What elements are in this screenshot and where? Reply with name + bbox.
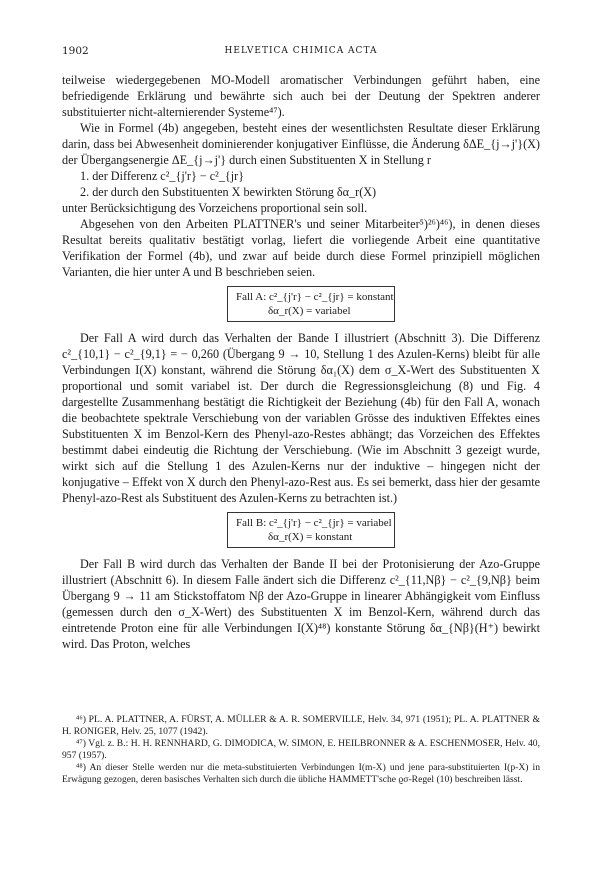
- paragraph-3: unter Berücksichtigung des Vorzeichens proportional sein soll.: [62, 201, 368, 215]
- page-number: 1902: [62, 45, 89, 57]
- case-a-box: [227, 286, 395, 322]
- running-header: [62, 45, 540, 59]
- paragraph-2: Wie in Formel (4b) angegeben, besteht eines der wesentlichsten Resultate dieser Erklärung darin, dass bei Abwesenheit dominierender konjugativer Einflüsse, die Änderung δΔE_{j→j'}(X) der Übergangsenergie ΔE_{j→j'} durch einen Substituenten X in Stellung r: [62, 121, 540, 167]
- footnote-48: ⁴⁸) An dieser Stelle werden nur die meta-substituierten Verbindungen I(m-X) und jene para-substituierten I(p-X) in Erwägung gezogen, deren basisches Verhalten sich durch die übliche HAMMETT'sche ϱσ-Regel (10) beschreiben lässt.: [62, 762, 540, 785]
- footnote-46: ⁴⁶) PL. A. PLATTNER, A. FÜRST, A. MÜLLER & A. R. SOMERVILLE, Helv. 34, 971 (1951); PL. A. PLATTNER & H. RONIGER, Helv. 25, 1077 (1942).: [62, 714, 540, 737]
- footnotes: [62, 714, 540, 786]
- footnote-47: ⁴⁷) Vgl. z. B.: H. H. RENNHARD, G. DIMODICA, W. SIMON, E. HEILBRONNER & A. ESCHENMOSER, Helv. 40, 957 (1957).: [62, 738, 540, 761]
- paragraph-1: teilweise wiedergegebenen MO-Modell aromatischer Verbindungen geführt haben, eine befriedigende Erklärung und bewährte sich auch bei der Deutung der Spektren anderer substituierter nicht-alternierender Systeme⁴⁷).: [62, 73, 540, 119]
- case-b-box: [227, 512, 395, 548]
- paragraph-6: Der Fall B wird durch das Verhalten der Bande II bei der Protonisierung der Azo-Gruppe illustriert (Abschnitt 6). In diesem Falle ändert sich die Differenz c²_{11,Nβ} − c²_{9,Nβ} beim Übergang 9 → 11 am Stickstoffatom Nβ der Azo-Gruppe in linearer Abhängigkeit vom Einfluss (gemessen durch den σ_X-Wert) des Substituenten X im Benzol-Kern, während durch das eintretende Proton eine für alle Verbindungen I(X)⁴⁸) konstante Störung δα_{Nβ}(H⁺) bewirkt wird. Das Proton, welches: [62, 557, 540, 651]
- list-item-1: 1. der Differenz c²_{j'r} − c²_{jr}: [80, 169, 245, 183]
- list-item-2: 2. der durch den Substituenten X bewirkten Störung δα_r(X): [80, 185, 377, 199]
- case-a-line-1: Fall A: c²_{j'r} − c²_{jr} = konstant: [236, 291, 394, 303]
- paragraph-5: Der Fall A wird durch das Verhalten der Bande I illustriert (Abschnitt 3). Die Differenz c²_{10,1} − c²_{9,1} = − 0,260 (Übergang 9 → 10, Stellung 1 des Azulen-Kerns) bleibt für alle Verbindungen I(X) konstant, während die Störung δα₁(X) dem σ_X-Wert des Substituenten X proportional und somit variabel ist. Der durch die Regressionsgleichung (8) und Fig. 4 dargestellte Zusammenhang bestätigt die Richtigkeit der Beziehung (4b) für den Fall A, wonach die beobachtete spektrale Verschiebung von der variablen Grösse des induktiven Effektes eines Substituenten X im Benzol-Kern des Phenyl-azo-Restes abhängt; das Vorzeichen des Effektes bestimmt dabei eindeutig die Richtung der Verschiebung. (Wie im Abschnitt 3 gezeigt wurde, wirkt sich auf die Stellung 1 des Azulen-Kerns nur der induktive – hingegen nicht der konjugative – Effekt von X durch den Phenyl-azo-Rest aus. Es sei bemerkt, dass hier der gesamte Phenyl-azo-Rest als Substituent des Azulen-Kerns zu betrachten ist.): [62, 331, 540, 505]
- case-b-line-2: δα_r(X) = konstant: [268, 531, 353, 543]
- paragraph-4: Abgesehen von den Arbeiten PLATTNER's und seiner Mitarbeiter⁵)²⁶)⁴⁶), in denen dieses Resultat bereits qualitativ bestätigt vorlag, liefert die vorliegende Arbeit eine quantitative Verifikation der Formel (4b), und zwar auf beide durch diese Formel prinzipiell möglichen Varianten, die hier unter A und B beschrieben seien.: [62, 217, 540, 279]
- case-a-line-2: δα_r(X) = variabel: [268, 305, 351, 317]
- body-text: [62, 72, 540, 652]
- case-b-line-1: Fall B: c²_{j'r} − c²_{jr} = variabel: [236, 517, 392, 529]
- journal-title: HELVETICA CHIMICA ACTA: [224, 46, 378, 56]
